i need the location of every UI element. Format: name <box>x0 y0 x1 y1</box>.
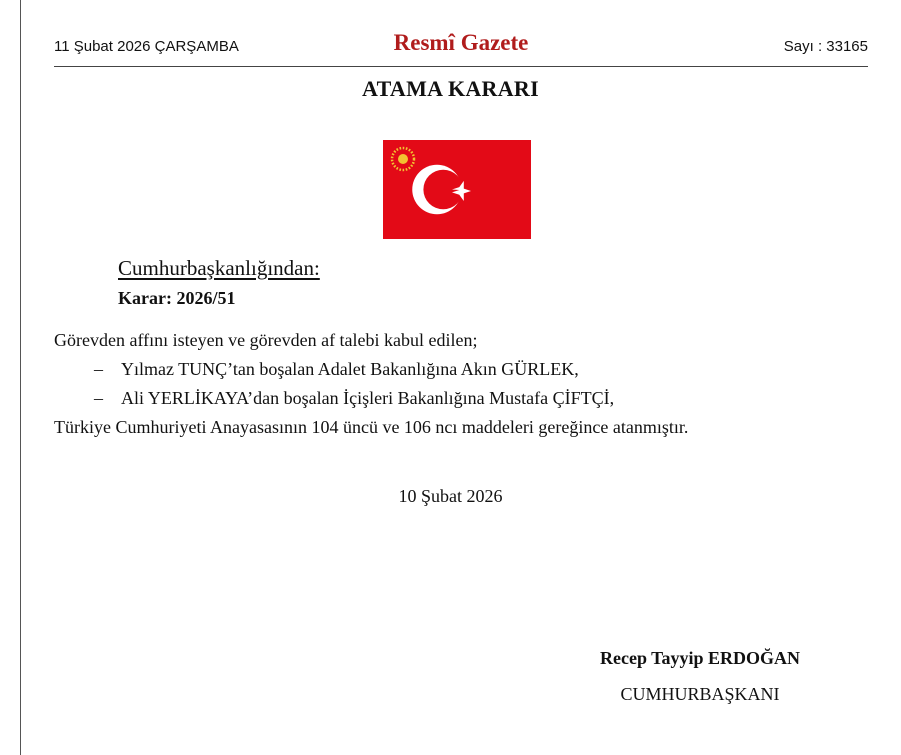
gazette-header <box>54 30 868 67</box>
decision-body <box>54 326 884 442</box>
document-title: ATAMA KARARI <box>362 76 539 101</box>
appointment-text: Ali YERLİKAYA’dan boşalan İçişleri Bakanlığına Mustafa ÇİFTÇİ, <box>121 388 615 408</box>
decision-number: Karar: 2026/51 <box>118 288 236 308</box>
signatory-title: CUMHURBAŞKANI <box>620 684 780 704</box>
list-dash: – <box>94 388 103 408</box>
gazette-brand: Resmî Gazete <box>393 30 529 55</box>
signing-date: 10 Şubat 2026 <box>398 486 503 506</box>
left-margin-rule <box>20 0 21 755</box>
appointment-item <box>54 384 884 413</box>
issue-number: Sayı : 33165 <box>783 38 868 55</box>
decision-conclusion: Türkiye Cumhuriyeti Anayasasının 104 üncü ve 106 ncı maddeleri gereğince atanmıştır. <box>54 417 689 437</box>
appointment-item <box>54 355 884 384</box>
list-dash: – <box>94 359 103 379</box>
issuing-authority: Cumhurbaşkanlığından: <box>118 256 320 280</box>
decision-intro: Görevden affını isteyen ve görevden af talebi kabul edilen; <box>54 330 478 350</box>
appointment-text: Yılmaz TUNÇ’tan boşalan Adalet Bakanlığına Akın GÜRLEK, <box>121 359 579 379</box>
turkish-flag-icon <box>383 140 531 239</box>
issue-date: 11 Şubat 2026 ÇARŞAMBA <box>54 38 239 55</box>
signatory-name: Recep Tayyip ERDOĞAN <box>599 648 801 668</box>
